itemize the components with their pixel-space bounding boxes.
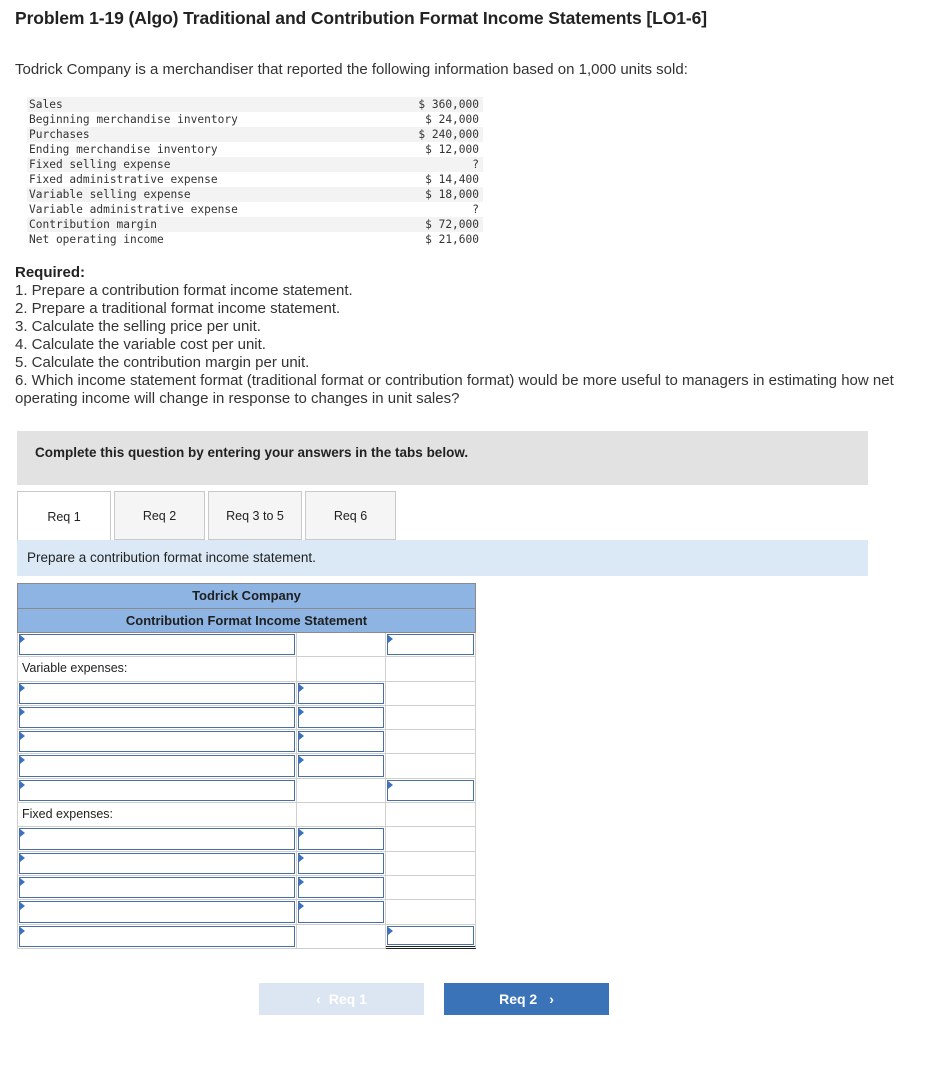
info-row: Fixed administrative expense $ 14,400	[27, 172, 483, 187]
statement-rows	[17, 633, 476, 949]
dropdown-marker-icon	[20, 854, 25, 862]
statement-cell	[297, 633, 386, 657]
chevron-left-icon: ‹	[316, 991, 321, 1007]
statement-amount-input[interactable]	[298, 707, 384, 728]
statement-cell	[386, 754, 476, 778]
info-row: Ending merchandise inventory $ 12,000	[27, 142, 483, 157]
statement-cell	[297, 827, 386, 851]
required-item: 6. Which income statement format (traditional format or contribution format) would be more useful to managers in estimating how net operating income will change in response to changes in unit sales?	[15, 372, 894, 407]
statement-label-input[interactable]	[19, 634, 295, 655]
statement-cell	[297, 682, 386, 706]
info-row: Variable administrative expense ?	[27, 202, 483, 217]
statement-row	[17, 876, 476, 900]
statement-cell	[297, 803, 386, 827]
dropdown-marker-icon	[299, 829, 304, 837]
statement-cell	[17, 706, 297, 730]
statement-cell	[386, 852, 476, 876]
required-item: 5. Calculate the contribution margin per unit.	[15, 354, 310, 371]
statement-cell	[17, 803, 297, 827]
statement-label-input[interactable]	[19, 731, 295, 752]
statement-row	[17, 925, 476, 949]
dropdown-marker-icon	[20, 732, 25, 740]
statement-cell	[386, 803, 476, 827]
statement-cell	[386, 682, 476, 706]
statement-row	[17, 803, 476, 827]
statement-cell	[386, 633, 476, 657]
statement-label-input[interactable]	[19, 780, 295, 801]
dropdown-marker-icon	[299, 854, 304, 862]
statement-amount-input[interactable]	[298, 828, 384, 849]
required-item: 4. Calculate the variable cost per unit.	[15, 336, 266, 353]
required-item: 1. Prepare a contribution format income statement.	[15, 282, 353, 299]
statement-cell	[17, 852, 297, 876]
dropdown-marker-icon	[20, 708, 25, 716]
tab-req-3-to-5[interactable]: Req 3 to 5	[208, 491, 302, 540]
statement-label-input[interactable]	[19, 853, 295, 874]
statement-cell	[297, 900, 386, 924]
tab-req-6[interactable]: Req 6	[305, 491, 396, 540]
company-name: Todrick Company	[18, 584, 475, 609]
statement-cell	[386, 657, 476, 681]
dropdown-marker-icon	[20, 902, 25, 910]
info-row: Variable selling expense $ 18,000	[27, 187, 483, 202]
statement-row	[17, 754, 476, 778]
dropdown-marker-icon	[20, 635, 25, 643]
section-label: Variable expenses:	[22, 661, 128, 676]
statement-cell	[297, 876, 386, 900]
chevron-right-icon: ›	[549, 991, 554, 1007]
dropdown-marker-icon	[388, 927, 393, 935]
dropdown-marker-icon	[299, 878, 304, 886]
required-list	[15, 282, 945, 408]
statement-title: Contribution Format Income Statement	[125, 613, 368, 628]
statement-cell	[297, 730, 386, 754]
statement-amount-input[interactable]	[298, 683, 384, 704]
statement-amount-input[interactable]	[298, 901, 384, 922]
prev-button-label: Req 1	[328, 991, 367, 1007]
statement-row	[17, 682, 476, 706]
complete-banner: Complete this question by entering your answers in the tabs below.	[17, 431, 868, 485]
statement-cell	[17, 925, 297, 949]
statement-cell	[17, 682, 297, 706]
statement-cell	[386, 900, 476, 924]
dropdown-marker-icon	[299, 756, 304, 764]
dropdown-marker-icon	[20, 878, 25, 886]
statement-label-input[interactable]	[19, 877, 295, 898]
statement-cell	[386, 779, 476, 803]
statement-row	[17, 900, 476, 924]
statement-cell	[17, 633, 297, 657]
statement-cell	[17, 900, 297, 924]
statement-label-input[interactable]	[19, 901, 295, 922]
statement-label-input[interactable]	[19, 828, 295, 849]
required-heading: Required:	[15, 264, 86, 281]
problem-title: Problem 1-19 (Algo) Traditional and Contribution Format Income Statements [LO1-6]	[15, 8, 707, 28]
statement-row	[17, 730, 476, 754]
statement-cell	[386, 706, 476, 730]
dropdown-marker-icon	[20, 756, 25, 764]
dropdown-marker-icon	[299, 902, 304, 910]
info-row: Beginning merchandise inventory $ 24,000	[27, 112, 483, 127]
statement-cell	[17, 876, 297, 900]
statement-row	[17, 706, 476, 730]
statement-header	[17, 583, 476, 633]
statement-cell	[17, 730, 297, 754]
statement-cell	[17, 779, 297, 803]
statement-amount-input[interactable]	[298, 853, 384, 874]
statement-cell	[386, 827, 476, 851]
statement-label-input[interactable]	[19, 755, 295, 776]
dropdown-marker-icon	[388, 781, 393, 789]
statement-cell	[297, 706, 386, 730]
tab-req-2[interactable]: Req 2	[114, 491, 205, 540]
dropdown-marker-icon	[388, 635, 393, 643]
statement-cell	[17, 754, 297, 778]
statement-amount-input[interactable]	[387, 926, 474, 945]
statement-cell	[297, 657, 386, 681]
problem-intro: Todrick Company is a merchandiser that reported the following information based on 1,000 units sold:	[15, 61, 688, 78]
statement-amount-input[interactable]	[298, 877, 384, 898]
required-item: 3. Calculate the selling price per unit.	[15, 318, 261, 335]
statement-row	[17, 827, 476, 851]
info-table	[27, 97, 483, 247]
dropdown-marker-icon	[299, 684, 304, 692]
dropdown-marker-icon	[299, 732, 304, 740]
statement-cell	[386, 925, 476, 949]
statement-cell	[297, 852, 386, 876]
statement-amount-input[interactable]	[298, 755, 384, 776]
info-row: Sales $ 360,000	[27, 97, 483, 112]
statement-row	[17, 657, 476, 681]
income-statement	[17, 583, 476, 949]
info-row: Contribution margin $ 72,000	[27, 217, 483, 232]
prev-button[interactable]	[259, 983, 424, 1015]
statement-amount-input[interactable]	[387, 780, 474, 801]
info-row: Fixed selling expense ?	[27, 157, 483, 172]
next-button[interactable]	[444, 983, 609, 1015]
required-item: 2. Prepare a traditional format income statement.	[15, 300, 341, 317]
statement-cell	[297, 754, 386, 778]
next-button-label: Req 2	[499, 991, 538, 1007]
statement-row	[17, 779, 476, 803]
statement-cell	[386, 730, 476, 754]
statement-amount-input[interactable]	[387, 634, 474, 655]
section-label: Fixed expenses:	[22, 807, 114, 822]
dropdown-marker-icon	[20, 829, 25, 837]
dropdown-marker-icon	[299, 708, 304, 716]
info-row: Purchases $ 240,000	[27, 127, 483, 142]
dropdown-marker-icon	[20, 781, 25, 789]
instruction-bar: Prepare a contribution format income statement.	[17, 540, 868, 576]
statement-cell	[386, 876, 476, 900]
statement-label-input[interactable]	[19, 926, 295, 947]
required-section	[15, 264, 945, 408]
statement-cell	[297, 925, 386, 949]
statement-cell	[17, 827, 297, 851]
info-row: Net operating income $ 21,600	[27, 232, 483, 247]
statement-cell	[17, 657, 297, 681]
statement-amount-input[interactable]	[298, 731, 384, 752]
dropdown-marker-icon	[20, 684, 25, 692]
statement-row	[17, 852, 476, 876]
statement-label-input[interactable]	[19, 707, 295, 728]
statement-label-input[interactable]	[19, 683, 295, 704]
statement-cell	[297, 779, 386, 803]
dropdown-marker-icon	[20, 927, 25, 935]
statement-row	[17, 633, 476, 657]
tab-req-1[interactable]: Req 1	[17, 491, 111, 541]
